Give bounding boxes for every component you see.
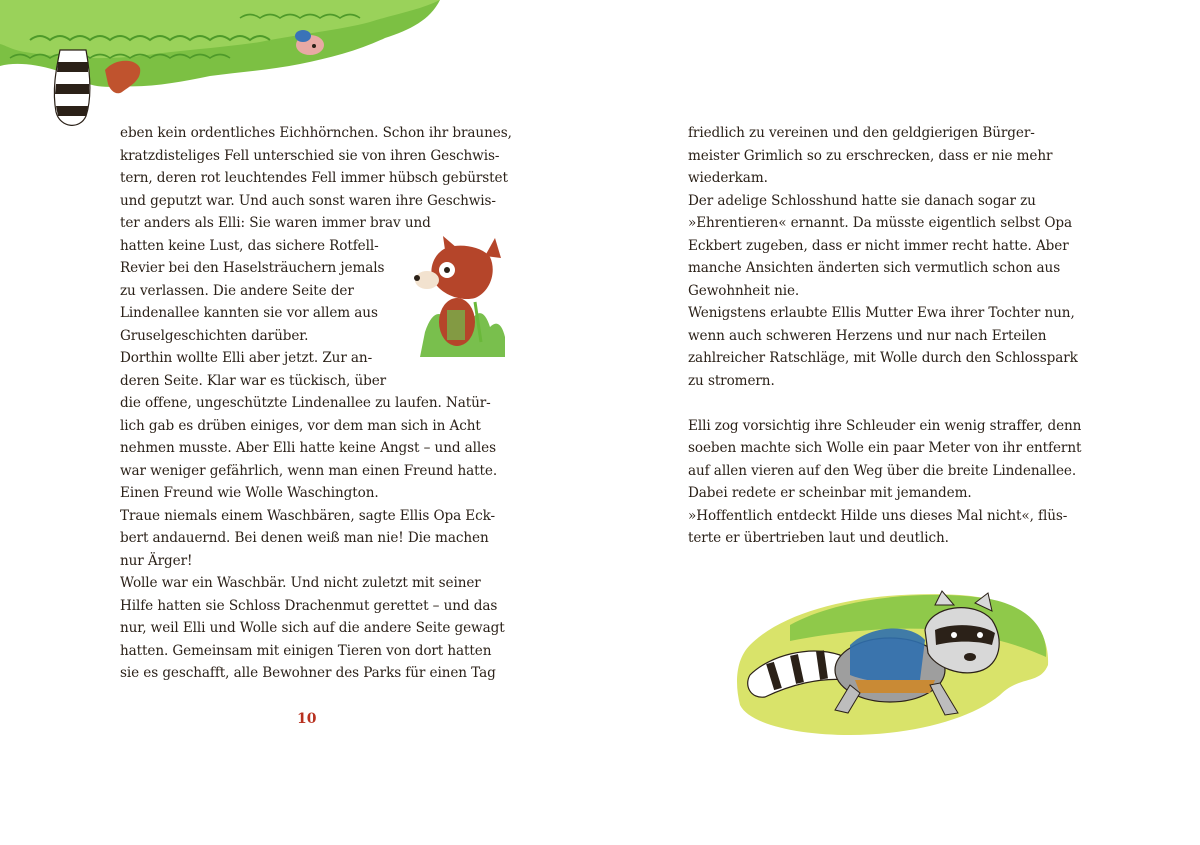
- text-line: Hilfe hatten sie Schloss Drachenmut gerettet – und das: [120, 597, 498, 614]
- text-line: zahlreicher Ratschläge, mit Wolle durch den Schlosspark: [688, 350, 1078, 366]
- text-line: soeben machte sich Wolle ein paar Meter von ihr entfernt: [688, 440, 1082, 456]
- text-line: wenn auch schweren Herzens und nur nach Erteilen: [688, 327, 1047, 344]
- text-line: »Hoffentlich entdeckt Hilde uns dieses Mal nicht«, flüs-: [688, 507, 1068, 524]
- text-line: terte er übertrieben laut und deutlich.: [688, 530, 949, 546]
- text-line: auf allen vieren auf den Weg über die breite Lindenallee.: [688, 462, 1077, 479]
- text-line: zu verlassen. Die andere Seite der: [120, 282, 354, 299]
- text-line: lich gab es drüben einiges, vor dem man sich in Acht: [120, 417, 481, 434]
- text-line: friedlich zu vereinen und den geldgierigen Bürger-: [688, 125, 1035, 141]
- text-line: sie es geschafft, alle Bewohner des Parks für einen Tag: [120, 665, 496, 681]
- text-line: ter anders als Elli: Sie waren immer brav und: [120, 215, 431, 231]
- text-line: und geputzt war. Und auch sonst waren ihre Geschwis-: [120, 192, 496, 209]
- text-line: tern, deren rot leuchtendes Fell immer hübsch gebürstet: [120, 170, 508, 186]
- text-line: Gewohnheit nie.: [688, 282, 800, 299]
- text-line: Wenigstens erlaubte Ellis Mutter Ewa ihrer Tochter nun,: [688, 305, 1075, 321]
- text-line: Eckbert zugeben, dass er nicht immer recht hatte. Aber: [688, 237, 1069, 254]
- text-line: nur Ärger!: [120, 552, 193, 569]
- text-line: Traue niemals einem Waschbären, sagte Ellis Opa Eck-: [120, 507, 496, 524]
- right-page: [600, 0, 1200, 845]
- text-line: die offene, ungeschützte Lindenallee zu laufen. Natür-: [120, 395, 491, 411]
- text-line: Lindenallee kannten sie vor allem aus: [120, 305, 378, 321]
- squirrel-illustration: [405, 232, 515, 362]
- text-line: zu stromern.: [688, 372, 775, 389]
- text-line: Elli zog vorsichtig ihre Schleuder ein wenig straffer, denn: [688, 417, 1082, 434]
- text-line: nehmen musste. Aber Elli hatte keine Angst – und alles: [120, 440, 496, 456]
- text-line: Revier bei den Haselsträuchern jemals: [120, 260, 385, 276]
- text-line: Dabei redete er scheinbar mit jemandem.: [688, 485, 972, 501]
- text-line: hatten keine Lust, das sichere Rotfell-: [120, 237, 379, 254]
- text-line: kratzdisteliges Fell unterschied sie von ihren Geschwis-: [120, 147, 500, 164]
- text-line: Gruselgeschichten darüber.: [120, 327, 309, 344]
- text-line: Der adelige Schlosshund hatte sie danach sogar zu: [688, 192, 1036, 209]
- text-line: eben kein ordentliches Eichhörnchen. Schon ihr braunes,: [120, 125, 512, 141]
- tree-canopy-illustration: [0, 0, 440, 135]
- text-line: Einen Freund wie Wolle Waschington.: [120, 485, 379, 501]
- text-line: Dorthin wollte Elli aber jetzt. Zur an-: [120, 350, 373, 366]
- text-line: hatten. Gemeinsam mit einigen Tieren von dort hatten: [120, 642, 492, 659]
- text-line: bert andauernd. Bei denen weiß man nie! Die machen: [120, 530, 489, 546]
- text-line: deren Seite. Klar war es tückisch, über: [120, 372, 387, 389]
- text-line: nur, weil Elli und Wolle sich auf die andere Seite gewagt: [120, 620, 505, 636]
- text-line: manche Ansichten änderten sich vermutlich schon aus: [688, 260, 1061, 276]
- page-number: 10: [297, 711, 317, 727]
- text-line: Wolle war ein Waschbär. Und nicht zuletzt mit seiner: [120, 575, 481, 591]
- raccoon-illustration: [730, 585, 1070, 745]
- text-line: wiederkam.: [688, 170, 768, 186]
- text-line: war weniger gefährlich, wenn man einen Freund hatte.: [120, 462, 498, 479]
- text-line: »Ehrentieren« ernannt. Da müsste eigentlich selbst Opa: [688, 215, 1072, 231]
- text-line: meister Grimlich so zu erschrecken, dass er nie mehr: [688, 147, 1053, 164]
